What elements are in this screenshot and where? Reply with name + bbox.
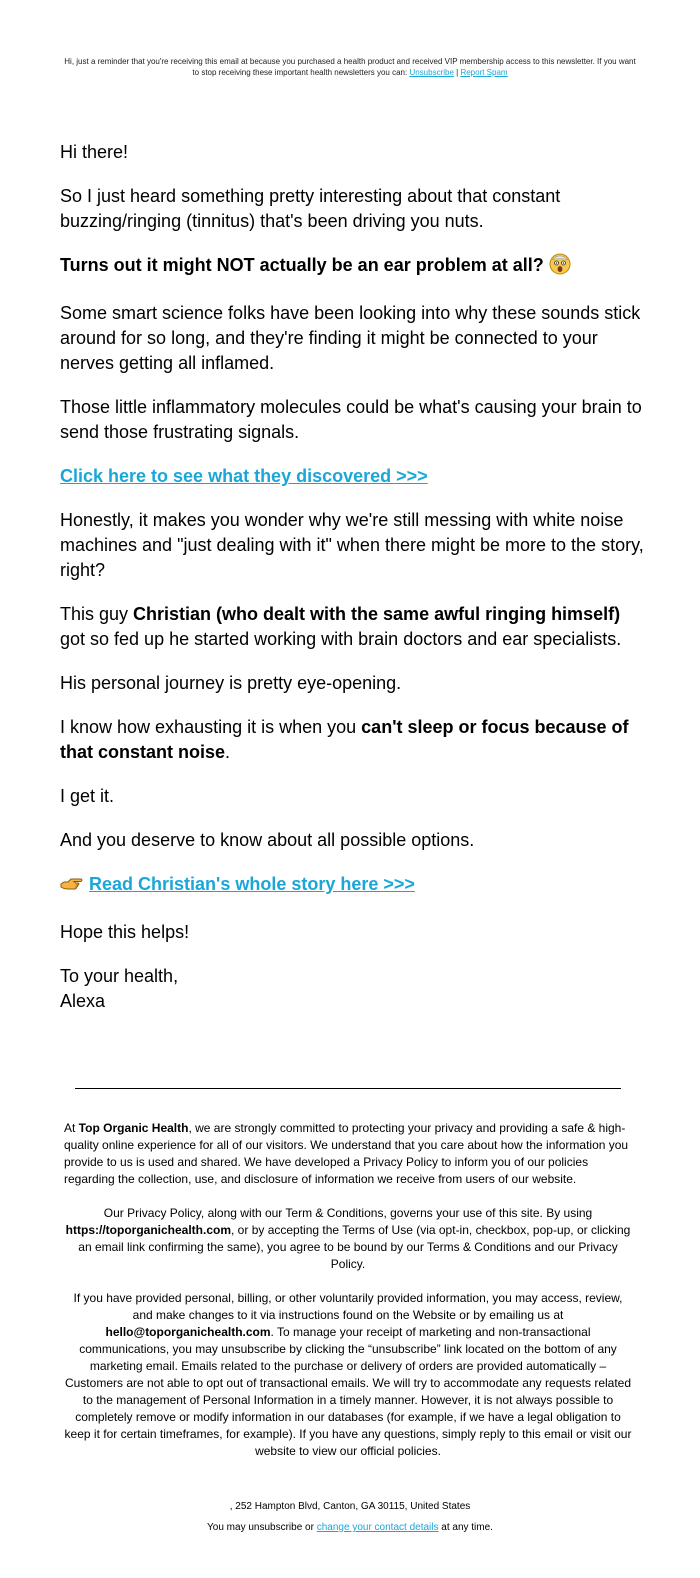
preheader-text: Hi, just a reminder that you're receiving this email at because you purchased a health product and received VIP membership access to this newsletter. If you want to stop receiving these important health newsletters you can:	[64, 57, 636, 77]
footer-address: , 252 Hampton Blvd, Canton, GA 30115, United States	[229, 1501, 471, 1512]
contact-email: hello@toporganichealth.com	[105, 1325, 271, 1339]
christian-text-pre: This guy	[60, 604, 134, 624]
pointing-hand-icon	[60, 874, 84, 901]
christian-text-bold: Christian (who dealt with the same awful ringing himself)	[133, 604, 621, 624]
paragraph-intro: So I just heard something pretty interesting about that constant buzzing/ringing (tinnitus) that's been driving you nuts.	[60, 186, 561, 231]
unsubscribe-link[interactable]: Unsubscribe	[409, 68, 454, 77]
paragraph-link1	[60, 464, 645, 489]
exhausting-text-post: .	[225, 742, 231, 762]
signature-name: Alexa	[60, 991, 106, 1011]
change-contact-link[interactable]: change your contact details	[316, 1522, 439, 1533]
footer-unsub-pre: You may unsubscribe or	[207, 1522, 317, 1533]
legal-terms-post: , or by accepting the Terms of Use (via opt-in, checkbox, pop-up, or clicking an email link confirming the same), you agree to be bound by our Terms & Conditions and our Privacy Policy.	[78, 1223, 631, 1271]
christian-story-link[interactable]: Read Christian's whole story here >>>	[89, 874, 415, 894]
preheader-separator: |	[453, 68, 461, 77]
paragraph-journey: His personal journey is pretty eye-opening.	[60, 673, 402, 693]
site-url: https://toporganichealth.com	[65, 1223, 232, 1237]
legal-privacy	[64, 1120, 632, 1188]
brand-name: Top Organic Health	[78, 1121, 189, 1135]
headline-text: Turns out it might NOT actually be an ear problem at all?	[60, 255, 549, 275]
greeting: Hi there!	[60, 142, 129, 162]
email-body	[60, 140, 645, 1033]
paragraph-exhausting	[60, 715, 645, 765]
legal-section	[64, 1120, 632, 1477]
legal-privacy-pre: At	[64, 1121, 79, 1135]
footer-unsub-post: at any time.	[438, 1522, 493, 1533]
footer-unsubscribe	[60, 1521, 640, 1535]
signoff	[60, 964, 645, 1014]
paragraph-options: And you deserve to know about all possible options.	[60, 830, 475, 850]
paragraph-christian	[60, 602, 645, 652]
report-spam-link[interactable]: Report Spam	[460, 68, 508, 77]
paragraph-molecules: Those little inflammatory molecules could be what's causing your brain to send those frustrating signals.	[60, 397, 642, 442]
paragraph-link2	[60, 872, 645, 901]
paragraph-get-it: I get it.	[60, 786, 115, 806]
paragraph-white-noise: Honestly, it makes you wonder why we're still messing with white noise machines and "just dealing with it" when there might be more to the story, right?	[60, 510, 644, 580]
exhausting-text-pre: I know how exhausting it is when you	[60, 717, 362, 737]
divider	[75, 1088, 621, 1089]
legal-privacy-post: , we are strongly committed to protecting your privacy and providing a safe & high-quality online experience for all of our visitors. We understand that you care about how the information you provide to us is used and shared. We have developed a Privacy Policy to inform you of our policies regarding the collection, use, and disclosure of information we receive from users of our website.	[64, 1121, 629, 1186]
christian-text-post: got so fed up he started working with brain doctors and ear specialists.	[60, 629, 622, 649]
legal-info-post: . To manage your receipt of marketing and non-transactional communications, you may unsubscribe by clicking the “unsubscribe” link located on the bottom of any marketing email. Emails related to the purchase or delivery of orders are provided automatically – Customers are not able to opt out of transactional emails. We will try to accommodate any requests related to the management of Personal Information in a timely manner. However, it is not always possible to completely remove or modify information in our databases (for example, if we have a legal obligation to keep it for certain timeframes, for example). If you have any questions, simply reply to this email or visit our website to view our official policies.	[64, 1325, 632, 1458]
exhausting-text-bold: can't sleep or focus because of that constant noise	[60, 717, 629, 762]
signoff-line: To your health,	[60, 966, 179, 986]
shocked-face-icon	[549, 253, 571, 282]
paragraph-headline	[60, 253, 645, 282]
discovery-link[interactable]: Click here to see what they discovered >>>	[60, 466, 428, 486]
legal-personal-info	[64, 1290, 632, 1460]
paragraph-hope: Hope this helps!	[60, 922, 190, 942]
legal-terms-pre: Our Privacy Policy, along with our Term & Conditions, governs your use of this site. By using	[103, 1206, 593, 1220]
legal-info-pre: If you have provided personal, billing, or other voluntarily provided information, you may access, review, and make changes to it via instructions found on the Website or by emailing us at	[73, 1291, 623, 1322]
legal-terms	[64, 1205, 632, 1273]
paragraph-science: Some smart science folks have been looking into why these sounds stick around for so long, and they're finding it might be connected to your nerves getting all inflamed.	[60, 303, 641, 373]
preheader	[60, 56, 640, 78]
footer	[60, 1500, 640, 1542]
